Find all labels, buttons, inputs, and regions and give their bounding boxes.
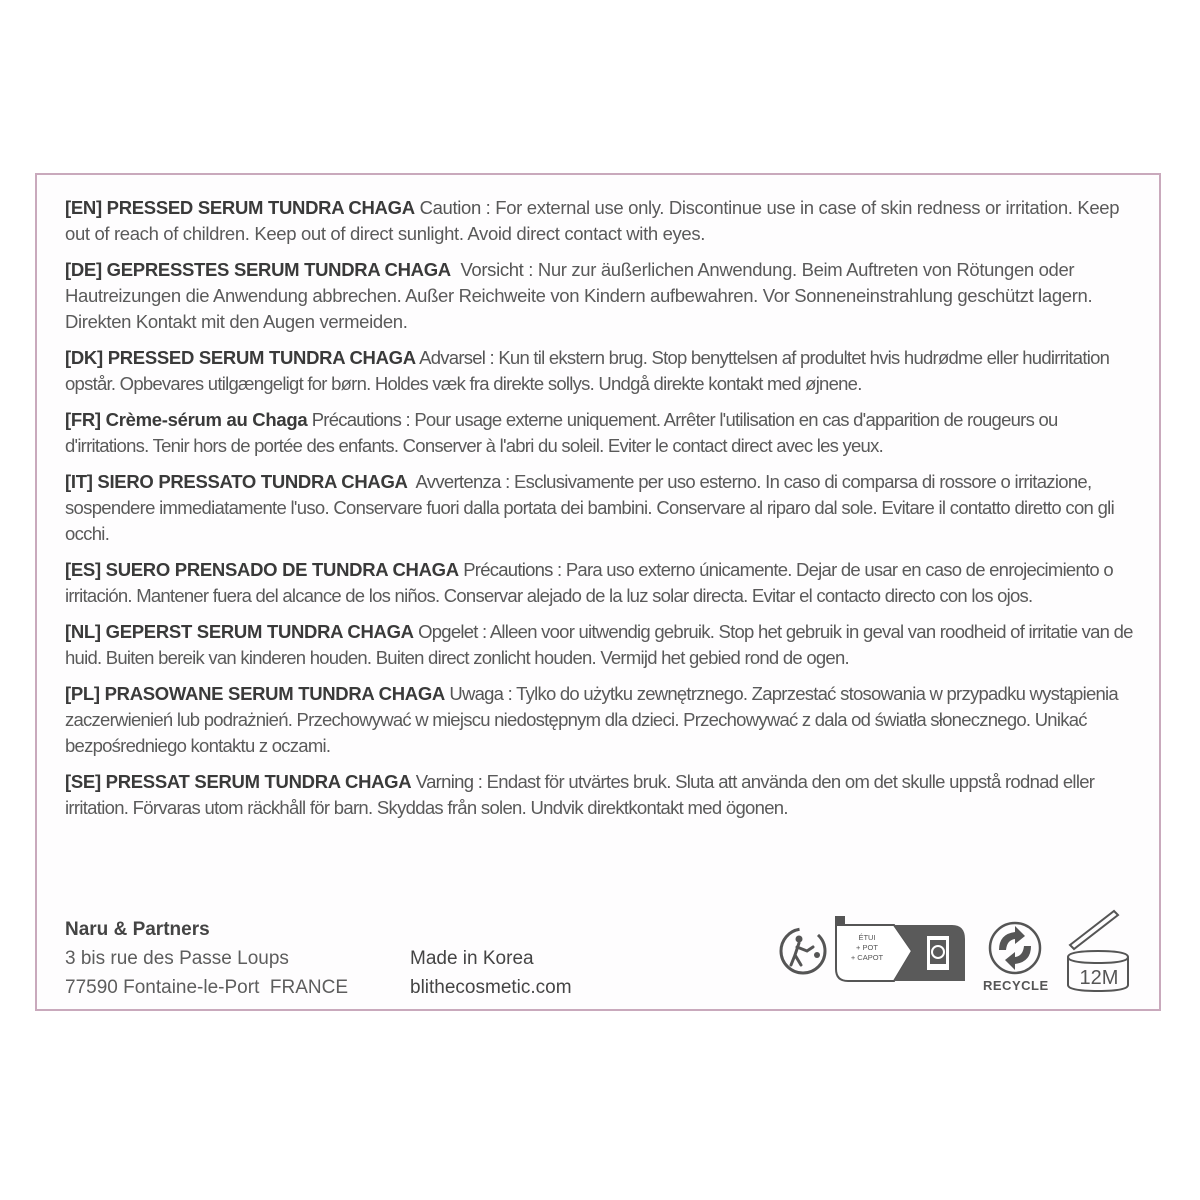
warning-text: Alleen voor uitwendig gebruik. Stop het gebruik in geval van roodheid of irritatie van de huid. Buiten bereik van kinderen houden. Buiten direct zonlicht houden. Vermijd het gebied rond de ogen.: [65, 621, 1133, 668]
recycle-label: RECYCLE: [983, 978, 1049, 993]
company-address: [65, 915, 348, 1002]
warning-title: [EN] PRESSED SERUM TUNDRA CHAGA: [65, 197, 415, 218]
warning-se: [65, 769, 1145, 821]
warning-text: Endast för utvärtes bruk. Sluta att använda den om det skulle uppstå rodnad eller irritation. Förvaras utom räckhåll för barn. Skyddas från solen. Undvik direktkontakt med ögonen.: [65, 771, 1095, 818]
warning-nl: [65, 619, 1145, 671]
warning-text: Tylko do użytku zewnętrznego. Zaprzestać stosowania w przypadku wystąpienia zaczerwienień lub podrażnień. Przechowywać w miejscu niedostępnym dla dzieci. Przechowywać z dala od światła słonecznego. Unikać bezpośredniego kontaktu z oczami.: [65, 683, 1118, 756]
warning-fr: [65, 407, 1145, 459]
warning-it: [65, 469, 1145, 547]
warning-lead: Vorsicht :: [460, 259, 534, 280]
caution-label-box: [35, 173, 1161, 1011]
address-line-2: 77590 Fontaine-le-Port FRANCE: [65, 977, 349, 998]
warning-title: [SE] PRESSAT SERUM TUNDRA CHAGA: [65, 771, 412, 792]
warning-text: Esclusivamente per uso esterno. In caso di comparsa di rossore o irritazione, sospendere immediatamente l'uso. Conservare fuori dalla portata dei bambini. Conservare al riparo dal sole. Evitare il contatto diretto con gli occhi.: [65, 471, 1114, 544]
label-footer: [65, 915, 1145, 1005]
origin-info: [410, 944, 572, 1002]
warning-lead: Advarsel :: [419, 347, 494, 368]
warning-title: [PL] PRASOWANE SERUM TUNDRA CHAGA: [65, 683, 445, 704]
warning-lead: Uwaga :: [449, 683, 512, 704]
warning-dk: [65, 345, 1145, 397]
warning-es: [65, 557, 1145, 609]
warning-title: [ES] SUERO PRENSADO DE TUNDRA CHAGA: [65, 559, 459, 580]
warning-text: Pour usage externe uniquement. Arrêter l'utilisation en cas d'apparition de rougeurs ou d'irritations. Tenir hors de portée des enfants. Conserver à l'abri du soleil. Eviter le contact direct avec les yeux.: [65, 409, 1058, 456]
warning-de: [65, 257, 1145, 335]
warning-text: Para uso externo únicamente. Dejar de usar en caso de enrojecimiento o irritación. Mantener fuera del alcance de los niños. Conservar alejado de la luz solar directa. Evitar el contacto directo con los ojos.: [65, 559, 1113, 606]
warning-text: Nur zur äußerlichen Anwendung. Beim Auftreten von Rötungen oder Hautreizungen die Anwendung abbrechen. Außer Reichweite von Kindern aufbewahren. Vor Sonneneinstrahlung geschützt lagern. Direkten Kontakt mit den Augen vermeiden.: [65, 259, 1093, 332]
warning-title: [DE] GEPRESSTES SERUM TUNDRA CHAGA: [65, 259, 451, 280]
symbol-icons: [777, 905, 1137, 995]
warning-lead: Varning :: [415, 771, 483, 792]
company-name: Naru & Partners: [65, 919, 210, 940]
warnings-list: [65, 195, 1145, 831]
warning-lead: Opgelet :: [418, 621, 487, 642]
warning-lead: Avvertenza :: [415, 471, 510, 492]
warning-text: Kun til ekstern brug. Stop benyttelsen af produltet hvis hudrødme eller hudirritation opstår. Opbevares utilgængeligt for børn. Holdes væk fra direkte sollys. Undgå direkte kontakt med øjnene.: [65, 347, 1110, 394]
made-in-text: Made in Korea: [410, 948, 534, 969]
recycle-green-dot-icon: [985, 920, 1045, 976]
website-link[interactable]: blithecosmetic.com: [410, 977, 572, 998]
tidyman-disposal-icon: [777, 925, 829, 977]
warning-title: [IT] SIERO PRESSATO TUNDRA CHAGA: [65, 471, 408, 492]
warning-pl: [65, 681, 1145, 759]
warning-lead: Précautions :: [463, 559, 562, 580]
warning-title: [NL] GEPERST SERUM TUNDRA CHAGA: [65, 621, 414, 642]
warning-lead: Précautions :: [311, 409, 410, 430]
warning-en: [65, 195, 1145, 247]
warning-title: [FR] Crème-sérum au Chaga: [65, 409, 308, 430]
triman-text: ÉTUI + POT + CAPOT: [850, 933, 884, 962]
pao-label: 12M: [1079, 967, 1119, 989]
triman-sorting-icon: [834, 915, 967, 983]
warning-lead: Caution :: [419, 197, 491, 218]
warning-text: For external use only. Discontinue use in case of skin redness or irritation. Keep out of reach of children. Keep out of direct sunlight. Avoid direct contact with eyes.: [65, 197, 1120, 244]
warning-title: [DK] PRESSED SERUM TUNDRA CHAGA: [65, 347, 416, 368]
address-line-1: 3 bis rue des Passe Loups: [65, 948, 289, 969]
